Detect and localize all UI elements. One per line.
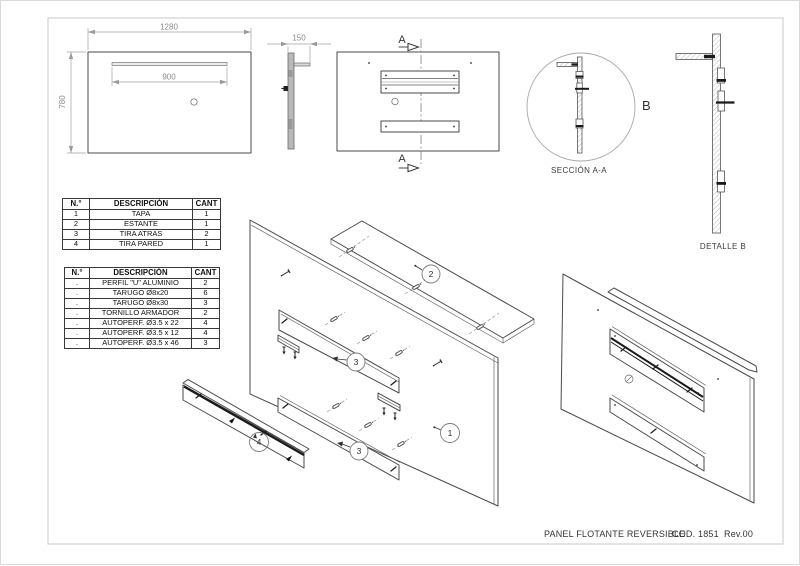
table-cell: TAPA [90,210,193,220]
shelf-side-edge [294,63,310,66]
table-row [65,329,220,339]
table-cell: . [65,329,90,339]
shelf-screw-detail [704,55,715,58]
table-cell: 3 [192,339,220,349]
table-cell: AUTOPERF. Ø3.5 x 46 [90,339,192,349]
table-header-row [65,268,220,279]
section-arrow-top [408,43,419,50]
table-row [63,220,221,230]
balloon-panel-label: 1 [447,428,453,438]
table-cell: 4 [63,240,90,250]
table-row [65,279,220,289]
table-cell: . [65,339,90,349]
title-block [544,529,753,539]
balloon-strip-upper-label: 3 [353,357,359,367]
table-header-row [63,199,221,210]
table-cell: 6 [192,289,220,299]
section-caption: SECCIÓN A-A [551,166,607,175]
table-cell: 4 [192,319,220,329]
table-cell: 3 [192,299,220,309]
table-row [65,309,220,319]
dim-height-label: 780 [58,95,67,109]
table-header-cell: N.° [63,199,90,210]
section-a-a-view [527,53,651,175]
table-cell: 2 [63,220,90,230]
parts-table [62,198,221,250]
table-cell: 1 [63,210,90,220]
table-cell: . [65,309,90,319]
table-cell: . [65,279,90,289]
table-cell: AUTOPERF. Ø3.5 x 12 [90,329,192,339]
detail-marker-label: B [642,98,651,113]
assembled-panel [561,274,754,503]
front-view [58,23,251,154]
table-cell: 1 [193,240,221,250]
table-cell: 1 [193,220,221,230]
table-cell: 2 [192,309,220,319]
screw-knob [284,86,289,91]
fitting-mark-upper [289,70,293,77]
table-cell: 1 [193,210,221,220]
detail-caption: DETALLE B [699,242,747,251]
section-label-top: A [398,34,406,46]
table-row [63,240,221,250]
back-view [337,34,499,172]
panel-front-outline [88,52,251,153]
table-row [63,230,221,240]
table-row [63,210,221,220]
assembled-back-view [561,274,757,503]
back-rail-lower [381,121,459,132]
table-row [65,289,220,299]
table-header-cell: DESCRIPCIÓN [90,199,193,210]
table-cell: TIRA ATRAS [90,230,193,240]
table-row [65,319,220,329]
table-cell: 4 [192,329,220,339]
table-header-cell: N.° [65,268,90,279]
fitting-mark-lower [289,119,293,129]
panel-side-outline [288,53,294,149]
drawing-title: PANEL FLOTANTE REVERSIBLE [544,529,686,539]
side-view [267,34,331,150]
table-cell: . [65,289,90,299]
dim-width-label: 1280 [160,22,178,32]
table-cell: PERFIL "U" ALUMINIO [90,279,192,289]
table-cell: 2 [192,279,220,289]
table-row [65,339,220,349]
armador-screw-body-detail [718,91,725,111]
table-cell: ESTANTE [90,220,193,230]
table-cell: TARUGO Ø8x20 [90,289,192,299]
table-cell: TIRA PARED [90,240,193,250]
table-cell: TORNILLO ARMADOR [90,309,192,319]
hanger-fitting-lower-detail [718,171,725,192]
section-arrow-bottom [408,164,419,171]
dim-depth-label: 150 [292,33,306,43]
table-row [65,299,220,309]
drawing-code: COD. 1851 [672,529,719,539]
balloon-shelf-label: 2 [428,269,434,279]
table-cell: AUTOPERF. Ø3.5 x 22 [90,319,192,329]
dim-shelf-label: 900 [162,72,176,82]
table-header-cell: CANT [193,199,221,210]
table-cell: . [65,319,90,329]
table-cell: 3 [63,230,90,240]
table-header-cell: DESCRIPCIÓN [90,268,192,279]
detail-b-view [676,34,746,251]
balloon-wall-strip-label: 4 [256,437,262,447]
panel-detail-cut [713,34,721,233]
balloon-strip-lower-label: 3 [356,446,362,456]
drawing-revision: Rev.00 [724,529,754,539]
exploded-view [183,220,534,506]
table-cell: . [65,299,90,309]
table-header-cell: CANT [192,268,220,279]
shelf-screw [572,63,579,65]
panel-back-outline [337,52,499,151]
table-cell: TARUGO Ø8x30 [90,299,192,309]
shelf-front-edge [112,63,227,66]
hardware-table [64,267,220,349]
table-cell: 2 [193,230,221,240]
section-label-bottom: A [398,153,406,165]
